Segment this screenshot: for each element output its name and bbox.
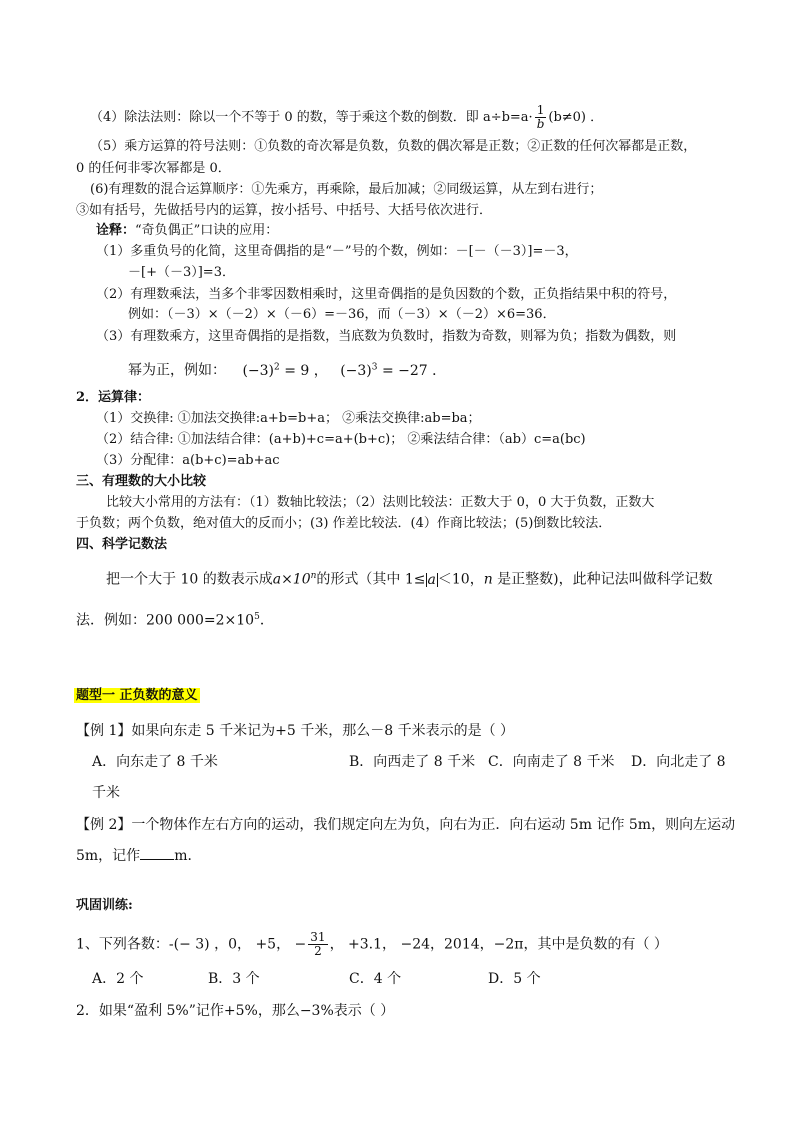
practice-q1 — [76, 931, 668, 958]
sci-l2-a: 法．例如：200 000=2×10 — [76, 612, 255, 629]
frac-den: b — [536, 117, 545, 131]
fraction-31-over-2 — [308, 931, 327, 958]
type1-heading: 题型一 正负数的意义 — [76, 688, 198, 703]
q1-b: ， +3.1， −24，2014，−2π，其中是负数的有（ ） — [329, 936, 668, 953]
note-label: 诠释： — [96, 223, 136, 238]
example-1-option-a: A．向东走了 8 千米 — [92, 754, 218, 770]
sci-exp-n: n — [310, 571, 317, 581]
ex2-q2-a: 5m，记作 — [76, 848, 141, 864]
division-rule-text: （4）除法法则：除以一个不等于 0 的数，等于乘这个数的倒数．即 a÷b=a· — [90, 110, 533, 125]
q1-frac-num: 31 — [310, 930, 326, 944]
note-3-prefix: 幂为正，例如： — [128, 362, 226, 379]
power-example-2 — [340, 363, 446, 379]
example-1-option-c: C．向南走了 8 千米 — [488, 754, 615, 770]
example-1-option-d: D．向北走了 8 — [631, 754, 726, 770]
q1-frac-den: 2 — [314, 944, 322, 958]
note-text: “奇负偶正”口诀的应用： — [135, 223, 279, 238]
distributive-law: （3）分配律：a(b+c)=ab+ac — [96, 453, 280, 468]
practice-heading: 巩固训练: — [76, 898, 133, 913]
example-1-option-d-cont: 千米 — [92, 785, 120, 801]
practice-q1-option-d: D．5 个 — [488, 971, 541, 987]
practice-q1-option-b: B．3 个 — [208, 971, 260, 987]
ex1-base: (−3) — [242, 362, 275, 379]
sci-l1-d: 是正整数)，此种记法叫做科学记数 — [492, 571, 713, 588]
sci-line1 — [106, 567, 713, 589]
compare-heading: 三、有理数的大小比较 — [76, 474, 207, 489]
note-line — [96, 222, 278, 240]
example-2-question-line2 — [76, 847, 201, 865]
sci-heading: 四、科学记数法 — [76, 537, 168, 552]
example-1-question: 【例 1】如果向东走 5 千米记为+5 千米，那么－8 千米表示的是（ ） — [76, 723, 515, 739]
sci-l1-a: 把一个大于 10 的数表示成 — [106, 571, 273, 588]
associative-law: （2）结合律: ①加法结合律：(a+b)+c=a+(b+c)； ②乘法结合律：（ab）c=a(bc) — [96, 432, 586, 447]
division-rule — [90, 104, 603, 131]
note-1-line1: （1）多重负号的化简，这里奇偶指的是“－”号的个数，例如：－[－（－3）]=－3， — [96, 244, 578, 259]
ex2-exp: 3 — [371, 362, 378, 372]
ex2-res: = −27 ． — [377, 362, 447, 379]
power-sign-rule-line2: 0 的任何非零次幂都是 0． — [76, 161, 231, 176]
power-sign-rule-line1: （5）乘方运算的符号法则：①负数的奇次幂是负数，负数的偶次幂是正数；②正数的任何次幂都是正数， — [90, 139, 697, 154]
power-example-1 — [242, 363, 327, 379]
note-3-line1: （3）有理数乘方，这里奇偶指的是指数，当底数为负数时，指数为奇数，则幂为负；指数为偶数，则 — [96, 329, 677, 344]
sci-l1-b: 的形式（其中 1≤ — [316, 571, 426, 588]
commutative-law: （1）交换律: ①加法交换律:a+b=b+a； ②乘法交换律:ab=ba； — [96, 411, 481, 426]
example-2-question-line1: 【例 2】一个物体作左右方向的运动，我们规定向左为负，向右为正．向右运动 5m 记作 5m，则向左运动 — [76, 817, 736, 833]
practice-q1-option-c: C．4 个 — [349, 971, 402, 987]
sci-n-var: n — [483, 571, 493, 588]
practice-q1-option-a: A．2 个 — [92, 971, 144, 987]
practice-q2: 2．如果“盈利 5%”记作+5%，那么−3%表示（ ） — [76, 1003, 395, 1019]
sci-l2-b: ． — [259, 612, 274, 629]
compare-line2: 于负数；两个负数，绝对值大的反而小；(3) 作差比较法．(4）作商比较法；(5)倒数比较法． — [76, 516, 612, 531]
ex1-res: = 9 ， — [279, 362, 328, 379]
sci-l1-c: ＜10， — [437, 571, 484, 588]
fraction-1-over-b — [535, 104, 547, 131]
ex1-exp: 2 — [274, 362, 280, 372]
sci-l2-exp: 5 — [254, 612, 260, 622]
ex2-q2-b: m． — [174, 848, 202, 864]
example-1-option-b: B．向西走了 8 千米 — [349, 754, 476, 770]
frac-num: 1 — [535, 104, 547, 118]
type1-heading-line — [74, 687, 200, 705]
sci-line2 — [76, 608, 274, 630]
note-2-line2: 例如：（－3）×（－2）×（－6）=－36，而（－3）×（－2）×6=36． — [128, 307, 556, 322]
note-1-line2: －[+（－3）]=3． — [128, 265, 235, 280]
compare-line1: 比较大小常用的方法有：（1）数轴比较法；（2）法则比较法：正数大于 0，0 大于负数，正数大 — [106, 495, 655, 510]
order-rule-line1: (6)有理数的混合运算顺序：①先乘方，再乘除，最后加减；②同级运算，从左到右进行； — [90, 182, 603, 197]
order-rule-line2: ③如有括号，先做括号内的运算，按小括号、中括号、大括号依次进行． — [76, 203, 493, 218]
sci-expr: a×10 — [272, 571, 311, 588]
laws-heading: 2．运算律： — [76, 390, 151, 405]
answer-blank[interactable] — [140, 847, 174, 860]
q1-a: 1、下列各数：-(− 3) ，0， +5， − — [76, 936, 307, 953]
note-2-line1: （2）有理数乘法，当多个非零因数相乘时，这里奇偶指的是负因数的个数，正负指结果中积的符号， — [96, 287, 677, 302]
note-3-line2 — [128, 358, 446, 380]
ex2-base: (−3) — [340, 362, 372, 379]
division-rule-tail: (b≠0) ． — [548, 110, 604, 125]
abs-a: a — [427, 571, 436, 588]
